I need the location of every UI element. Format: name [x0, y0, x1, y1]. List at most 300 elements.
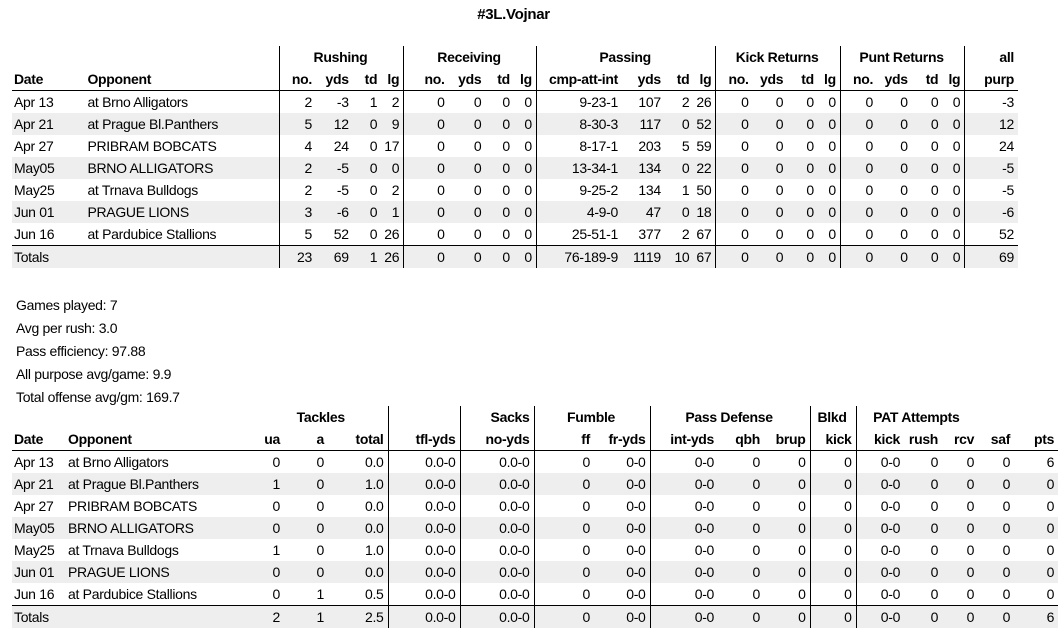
table-cell: 0 [840, 113, 877, 135]
table-cell: 13-34-1 [536, 157, 622, 179]
table-cell: 0-0 [650, 451, 718, 474]
table-cell: 0 [718, 561, 764, 583]
totals-cell: 0 [404, 246, 449, 269]
table-cell: 0 [912, 157, 943, 179]
totals-cell: 0 [449, 246, 486, 269]
table-cell: Apr 13 [14, 454, 54, 470]
group-sacks: Sacks [460, 406, 534, 428]
table-cell: 17 [384, 138, 400, 154]
table-cell: -5 [965, 179, 1018, 201]
total-offense-avg: Total offense avg/gm: 169.7 [16, 389, 180, 405]
table-cell: 0 [404, 135, 449, 157]
table-cell: 0 [353, 201, 382, 223]
table-cell: 4-9-0 [536, 201, 622, 223]
table-cell: 24 [965, 135, 1018, 157]
column-header: lg [514, 68, 536, 91]
column-header: no. [716, 68, 753, 91]
table-cell: at Brno Alligators [68, 454, 169, 470]
table-cell: 377 [638, 226, 661, 242]
table-cell: -5 [965, 157, 1018, 179]
table-cell: 0 [978, 473, 1014, 495]
table-cell: 25-51-1 [536, 223, 622, 246]
column-header: td [353, 68, 382, 91]
table-row [12, 179, 1018, 201]
table-cell: 0 [904, 517, 942, 539]
table-cell: 0-0 [650, 495, 718, 517]
totals-cell: 0 [840, 246, 877, 269]
table-cell: 1 [369, 94, 378, 110]
column-header: lg [381, 68, 403, 91]
column-header: total [328, 428, 388, 451]
table-cell: Jun 01 [12, 201, 85, 223]
totals-cell: Totals [12, 606, 66, 629]
table-cell: 0 [877, 113, 912, 135]
table-cell: 0-0 [650, 473, 718, 495]
table-cell: 0 [966, 586, 975, 602]
table-cell: 0.0 [328, 561, 388, 583]
table-cell: PRAGUE LIONS [66, 561, 256, 583]
table-cell: 0 [806, 138, 814, 154]
table-cell: 0 [1002, 498, 1011, 514]
table-cell: 0-0 [626, 586, 646, 602]
table-cell: 0 [665, 113, 694, 135]
table-cell: 5 [681, 138, 690, 154]
table-cell: 0 [828, 182, 836, 198]
table-cell: 1 [316, 586, 324, 602]
totals-cell: 0 [942, 246, 964, 269]
table-cell: 0 [966, 498, 975, 514]
totals-cell: 6 [1014, 606, 1058, 629]
table-cell: 2 [681, 226, 690, 242]
table-cell: 0 [716, 201, 753, 223]
table-cell: 3 [279, 201, 316, 223]
column-header: lg [818, 68, 840, 91]
totals-cell: 69 [316, 246, 353, 269]
column-header: yds [622, 68, 665, 91]
group-rushing: Rushing [279, 46, 403, 68]
totals-cell: Totals [12, 246, 85, 269]
table-cell: -3 [965, 91, 1018, 114]
totals-cell: 10 [665, 246, 694, 269]
table-cell: 0 [806, 226, 814, 242]
table-cell: 0-0 [626, 454, 646, 470]
table-cell: 203 [638, 138, 661, 154]
totals-cell: 0 [818, 246, 840, 269]
table-cell: 0.0-0 [388, 561, 460, 583]
table-cell: 0 [272, 498, 280, 514]
defense-stats-table [12, 406, 1058, 628]
table-cell: 0.0-0 [460, 539, 534, 561]
table-cell: 0.0 [328, 517, 388, 539]
table-cell: 0-0 [856, 495, 904, 517]
table-cell: Apr 21 [12, 473, 66, 495]
totals-cell: 0.0-0 [460, 606, 534, 629]
table-cell: 0 [534, 473, 594, 495]
column-header: kick [856, 428, 904, 451]
table-cell: 0 [473, 182, 482, 198]
column-header: td [665, 68, 694, 91]
table-cell: 0 [978, 561, 1014, 583]
table-cell: 0 [775, 94, 784, 110]
table-cell: 1 [272, 542, 280, 558]
table-cell: 12 [965, 113, 1018, 135]
table-cell: 0 [942, 517, 978, 539]
column-header: yds [449, 68, 486, 91]
totals-cell: 2.5 [328, 606, 388, 629]
totals-cell: 0 [877, 246, 912, 269]
column-header: lg [942, 68, 964, 91]
group-fumble: Fumble [534, 406, 650, 428]
offense-stats-table [12, 46, 1018, 268]
table-cell: 0 [369, 182, 378, 198]
table-cell: 0 [665, 157, 694, 179]
table-cell: 0 [840, 223, 877, 246]
table-cell: 0.0-0 [388, 517, 460, 539]
table-cell: 0 [256, 561, 284, 583]
table-cell: 0 [930, 586, 939, 602]
table-cell: 0 [930, 94, 939, 110]
column-header: rush [904, 428, 942, 451]
table-cell: 8-30-3 [536, 113, 622, 135]
table-cell: May05 [12, 517, 66, 539]
table-cell: 0 [514, 201, 536, 223]
table-cell: 0 [1002, 586, 1011, 602]
table-cell: 0 [534, 539, 594, 561]
table-cell: 0 [930, 454, 939, 470]
table-cell: 0.0-0 [460, 451, 534, 474]
table-cell: 0 [942, 157, 964, 179]
table-cell: 0 [272, 586, 280, 602]
table-cell: 0 [502, 94, 510, 110]
totals-cell: 0 [904, 606, 942, 629]
table-cell: 0 [810, 473, 856, 495]
table-cell: 0 [752, 498, 761, 514]
totals-cell [66, 606, 256, 629]
table-cell: -6 [316, 201, 353, 223]
table-cell: 0 [810, 451, 856, 474]
table-cell: 0.0-0 [388, 583, 460, 606]
table-cell: 0 [900, 138, 908, 154]
totals-cell: 0-0 [650, 606, 718, 629]
table-cell: 0-0 [650, 517, 718, 539]
table-cell: 0 [256, 517, 284, 539]
table-cell: 0 [930, 182, 939, 198]
totals-cell: 0 [764, 606, 810, 629]
table-cell: 134 [622, 157, 665, 179]
table-cell: 0 [942, 113, 964, 135]
offense-group-header [12, 46, 1018, 68]
table-cell: 0 [1046, 542, 1055, 558]
group-punt-returns: Punt Returns [840, 46, 964, 68]
table-cell: 0 [764, 561, 810, 583]
table-cell: -5 [336, 182, 349, 198]
table-row [12, 495, 1058, 517]
totals-cell: 76-189-9 [536, 246, 622, 269]
column-header: cmp-att-int [536, 68, 622, 91]
table-cell: 1 [681, 182, 690, 198]
table-cell: 0 [942, 561, 978, 583]
table-cell: 0 [524, 138, 532, 154]
table-cell: 0 [930, 138, 939, 154]
table-cell: at Trnava Bulldogs [68, 542, 179, 558]
table-cell: 0 [764, 473, 810, 495]
table-cell: 0 [840, 201, 877, 223]
table-cell: 0 [787, 157, 818, 179]
totals-cell: 0 [514, 246, 536, 269]
table-cell: 0 [752, 586, 761, 602]
column-header: purp [965, 68, 1018, 91]
column-header: int-yds [650, 428, 718, 451]
table-cell: 0.0-0 [388, 473, 460, 495]
offense-column-header [12, 68, 1018, 91]
totals-cell: 67 [693, 246, 715, 269]
table-cell: Apr 13 [14, 94, 54, 110]
column-header: Opponent [66, 428, 256, 451]
table-cell: 0 [810, 495, 856, 517]
table-cell: 0 [718, 473, 764, 495]
season-summary [16, 294, 180, 409]
avg-per-rush: Avg per rush: 3.0 [16, 320, 118, 336]
table-cell: 0 [1002, 542, 1011, 558]
table-cell: 0-0 [856, 473, 904, 495]
table-cell: 0 [900, 226, 908, 242]
table-cell: Apr 27 [14, 498, 54, 514]
table-cell: 0-0 [650, 561, 718, 583]
column-header: ff [534, 428, 594, 451]
table-cell: 0 [810, 539, 856, 561]
table-cell: 0 [828, 138, 836, 154]
table-cell: 0-0 [594, 517, 650, 539]
column-header: saf [978, 428, 1014, 451]
column-header: no. [279, 68, 316, 91]
table-row [12, 91, 1018, 114]
table-cell: 0.0-0 [460, 473, 534, 495]
table-cell: 0 [369, 226, 378, 242]
table-cell: 0 [284, 473, 328, 495]
totals-cell: 0 [753, 246, 788, 269]
table-cell: at Brno Alligators [87, 94, 188, 110]
column-header: a [284, 428, 328, 451]
table-cell: 2 [391, 94, 400, 110]
table-cell: BRNO ALLIGATORS [66, 517, 256, 539]
totals-cell: 0-0 [594, 606, 650, 629]
table-cell: 0 [284, 517, 328, 539]
column-header: td [912, 68, 943, 91]
totals-cell: 69 [965, 246, 1018, 269]
table-cell: 0 [952, 226, 961, 242]
totals-cell: 1119 [622, 246, 665, 269]
table-cell: 22 [693, 157, 715, 179]
table-cell: BRNO ALLIGATORS [85, 157, 279, 179]
totals-cell: 0 [978, 606, 1014, 629]
table-cell: 0 [404, 223, 449, 246]
table-cell: 0 [942, 201, 964, 223]
table-cell: 0 [1014, 561, 1058, 583]
defense-totals-row [12, 606, 1058, 629]
table-cell: 0 [316, 454, 324, 470]
table-cell: PRIBRAM BOBCATS [87, 138, 217, 154]
table-cell: 0-0 [856, 539, 904, 561]
table-cell: 2 [279, 157, 316, 179]
table-cell: 0.0-0 [388, 495, 460, 517]
table-cell: 0 [753, 157, 788, 179]
totals-cell: 0 [810, 606, 856, 629]
table-cell: 0-0 [856, 561, 904, 583]
table-cell: 0 [930, 542, 939, 558]
table-cell: 0.0 [364, 498, 384, 514]
table-cell: 1.0 [328, 473, 388, 495]
table-cell: 0 [753, 201, 788, 223]
table-cell: 0 [1046, 498, 1055, 514]
table-cell: Jun 16 [14, 586, 55, 602]
table-cell: 50 [696, 182, 712, 198]
column-header: yds [753, 68, 788, 91]
table-cell: 0 [502, 182, 510, 198]
table-cell: 26 [384, 226, 400, 242]
table-cell: 0.0-0 [460, 495, 534, 517]
table-cell: 2 [279, 179, 316, 201]
table-cell: 59 [696, 138, 712, 154]
table-cell: 0 [1014, 517, 1058, 539]
table-cell: 0.0-0 [388, 451, 460, 474]
table-cell: 0 [534, 561, 594, 583]
table-row [12, 517, 1058, 539]
table-cell: 0 [752, 454, 761, 470]
table-cell: 0 [1046, 586, 1055, 602]
table-cell: 0 [353, 157, 382, 179]
table-cell: 0 [798, 586, 806, 602]
column-header: tfl-yds [388, 428, 460, 451]
table-cell: 0 [828, 94, 836, 110]
table-cell: 0 [952, 138, 961, 154]
column-header: Date [12, 68, 85, 91]
column-header: yds [877, 68, 912, 91]
table-cell: 0 [877, 201, 912, 223]
defense-column-header [12, 428, 1058, 451]
column-header: Date [12, 428, 66, 451]
totals-cell: 0 [942, 606, 978, 629]
table-cell: 24 [333, 138, 349, 154]
totals-cell: 0 [485, 246, 514, 269]
column-header: Opponent [85, 68, 279, 91]
table-cell: 0 [978, 517, 1014, 539]
table-cell: 2 [279, 91, 316, 114]
table-cell: 0 [818, 201, 840, 223]
table-cell: 0.0-0 [460, 583, 534, 606]
table-cell: 0 [404, 157, 449, 179]
group-receiving: Receiving [404, 46, 537, 68]
table-cell: 0 [514, 113, 536, 135]
table-cell: 0-0 [650, 583, 718, 606]
table-cell: 0 [534, 517, 594, 539]
table-cell: 0.0-0 [460, 561, 534, 583]
totals-cell: 0 [534, 606, 594, 629]
table-cell: 0 [718, 517, 764, 539]
table-cell: -5 [316, 157, 353, 179]
table-row [12, 473, 1058, 495]
column-header: fr-yds [594, 428, 650, 451]
table-cell: 0 [316, 498, 324, 514]
table-cell: 0 [904, 473, 942, 495]
table-cell: 0 [369, 138, 378, 154]
table-cell: 0 [806, 94, 814, 110]
table-cell: May25 [14, 542, 55, 558]
table-cell: 0 [524, 226, 532, 242]
table-cell: 0 [665, 201, 694, 223]
all-purpose-avg: All purpose avg/game: 9.9 [16, 366, 172, 382]
table-cell: 0 [716, 113, 753, 135]
column-header: qbh [718, 428, 764, 451]
table-cell: 0-0 [650, 539, 718, 561]
table-cell: 0 [534, 583, 594, 606]
table-cell: 0 [840, 179, 877, 201]
column-header: kick [810, 428, 856, 451]
table-cell: 0 [404, 113, 449, 135]
table-cell: 0-0 [856, 583, 904, 606]
table-cell: at Prague Bl.Panthers [66, 473, 256, 495]
table-cell: 0-0 [594, 561, 650, 583]
group-pass-defense: Pass Defense [650, 406, 810, 428]
table-cell: 0 [966, 542, 975, 558]
table-cell: 0 [404, 179, 449, 201]
table-cell: 2 [391, 182, 400, 198]
table-row [12, 583, 1058, 606]
offense-totals-row [12, 246, 1018, 269]
table-row [12, 223, 1018, 246]
table-cell: at Pardubice Stallions [68, 586, 197, 602]
table-cell: 0-0 [626, 542, 646, 558]
table-cell: 8-17-1 [536, 135, 622, 157]
table-cell: 1.0 [364, 542, 384, 558]
totals-cell: 23 [279, 246, 316, 269]
table-cell: 0.0-0 [388, 539, 460, 561]
table-cell: 0 [810, 517, 856, 539]
table-cell: at Prague Bl.Panthers [85, 113, 279, 135]
table-row [12, 539, 1058, 561]
group-pat-attempts: PAT Attempts [856, 406, 978, 428]
group-passing: Passing [536, 46, 716, 68]
table-cell: 0 [952, 182, 961, 198]
table-cell: 0 [716, 91, 753, 114]
table-cell: 0 [284, 561, 328, 583]
column-header: no. [840, 68, 877, 91]
table-cell: 0 [485, 157, 514, 179]
table-cell: 0 [810, 561, 856, 583]
table-cell: 47 [622, 201, 665, 223]
table-cell: at Trnava Bulldogs [87, 182, 198, 198]
totals-cell: 1 [353, 246, 382, 269]
table-cell: 0.5 [364, 586, 384, 602]
table-cell: 0 [485, 113, 514, 135]
column-header: lg [693, 68, 715, 91]
table-cell: 0 [753, 113, 788, 135]
table-cell: 0 [840, 91, 877, 114]
table-cell: 0 [716, 157, 753, 179]
table-cell: 0 [942, 473, 978, 495]
totals-cell: 0 [787, 246, 818, 269]
totals-cell: 1 [284, 606, 328, 629]
defense-group-header [12, 406, 1058, 428]
table-row [12, 135, 1018, 157]
table-cell: 0 [810, 583, 856, 606]
column-header: td [485, 68, 514, 91]
table-cell: 0 [716, 135, 753, 157]
table-cell: May05 [12, 157, 85, 179]
table-cell: 5 [279, 113, 316, 135]
table-cell: Jun 01 [12, 561, 66, 583]
table-cell: 0 [716, 179, 753, 201]
table-cell: 0 [404, 201, 449, 223]
